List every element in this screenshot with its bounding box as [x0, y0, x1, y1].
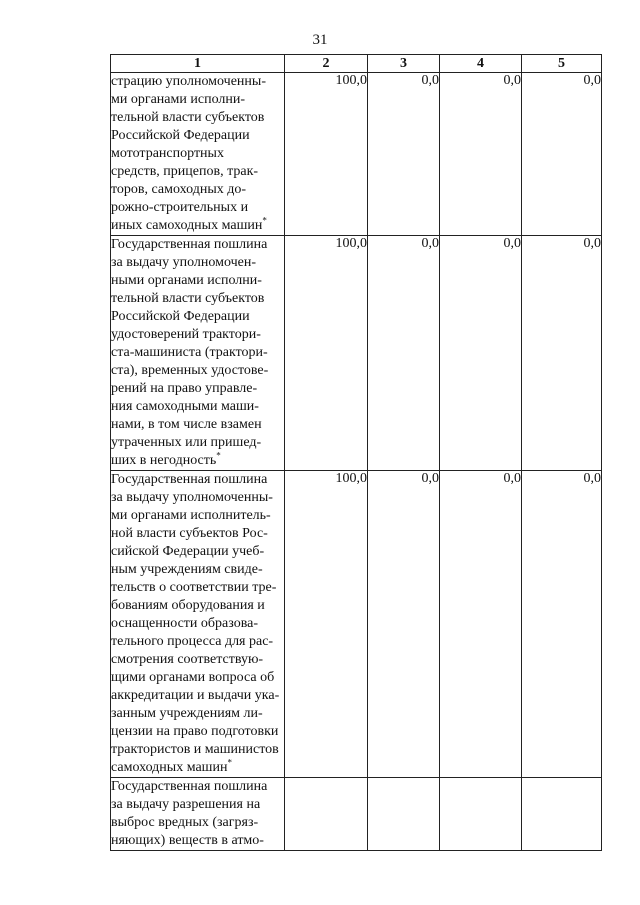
value-cell-col-4 — [440, 778, 522, 851]
description-line — [111, 615, 284, 633]
description-line — [111, 145, 284, 163]
description-text: щими органами вопроса об — [111, 670, 275, 685]
description-text: бованиям оборудования и — [111, 598, 265, 613]
footnote-mark: * — [262, 217, 267, 226]
description-line — [111, 489, 284, 507]
description-text: мототранспортных — [111, 146, 224, 161]
description-line — [111, 778, 284, 796]
value-cell-col-4: 0,0 — [440, 236, 522, 471]
description-text: цензии на право подготовки — [111, 724, 279, 739]
row-description — [111, 471, 285, 778]
description-line — [111, 181, 284, 199]
description-text: за выдачу разрешения на — [111, 797, 261, 812]
description-line — [111, 471, 284, 489]
description-line — [111, 507, 284, 525]
description-text: Российской Федерации — [111, 128, 250, 143]
header-col-4: 4 — [440, 55, 522, 73]
value-cell-col-4: 0,0 — [440, 73, 522, 236]
description-line — [111, 398, 284, 416]
description-line — [111, 561, 284, 579]
description-text: ста), временных удостове- — [111, 363, 269, 378]
description-line — [111, 452, 284, 470]
description-text: торов, самоходных до- — [111, 182, 247, 197]
description-text: средств, прицепов, трак- — [111, 164, 259, 179]
description-text: аккредитации и выдачи ука- — [111, 688, 280, 703]
description-text: ми органами исполни- — [111, 92, 246, 107]
description-text: Государственная пошлина — [111, 779, 268, 794]
description-line — [111, 597, 284, 615]
value-cell-col-2: 100,0 — [285, 471, 368, 778]
header-col-1: 1 — [111, 55, 285, 73]
description-line — [111, 217, 284, 235]
description-text: ших в негодность — [111, 453, 217, 468]
value-cell-col-5: 0,0 — [522, 73, 602, 236]
description-line — [111, 669, 284, 687]
page-number: 31 — [312, 32, 328, 48]
value-cell-col-3 — [368, 778, 440, 851]
description-line — [111, 416, 284, 434]
value-cell-col-5: 0,0 — [522, 236, 602, 471]
description-text: утраченных или пришед- — [111, 435, 262, 450]
description-text: Российской Федерации — [111, 309, 250, 324]
description-line — [111, 272, 284, 290]
description-text: смотрения соответствую- — [111, 652, 264, 667]
header-col-2: 2 — [285, 55, 368, 73]
header-col-3: 3 — [368, 55, 440, 73]
table-row — [111, 236, 602, 471]
description-line — [111, 127, 284, 145]
value-cell-col-5 — [522, 778, 602, 851]
description-text: иных самоходных машин — [111, 218, 263, 233]
row-description — [111, 778, 285, 851]
description-text: тельного процесса для рас- — [111, 634, 274, 649]
description-line — [111, 832, 284, 850]
value-cell-col-2 — [285, 778, 368, 851]
description-text: тельной власти субъектов — [111, 110, 265, 125]
description-line — [111, 308, 284, 326]
description-line — [111, 199, 284, 217]
description-line — [111, 579, 284, 597]
row-description — [111, 236, 285, 471]
value-cell-col-4: 0,0 — [440, 471, 522, 778]
description-text: Государственная пошлина — [111, 472, 268, 487]
description-line — [111, 814, 284, 832]
description-line — [111, 723, 284, 741]
description-line — [111, 525, 284, 543]
description-text: ми органами исполнитель- — [111, 508, 271, 523]
table-row — [111, 778, 602, 851]
description-text: рений на право управле- — [111, 381, 258, 396]
description-line — [111, 326, 284, 344]
footnote-mark: * — [216, 452, 221, 461]
description-line — [111, 344, 284, 362]
description-text: рожно-строительных и — [111, 200, 249, 215]
description-text: занным учреждениям ли- — [111, 706, 263, 721]
description-text: тельной власти субъектов — [111, 291, 265, 306]
description-line — [111, 91, 284, 109]
description-line — [111, 362, 284, 380]
description-text: оснащенности образова- — [111, 616, 259, 631]
description-line — [111, 73, 284, 91]
description-line — [111, 543, 284, 561]
description-text: за выдачу уполномоченны- — [111, 490, 273, 505]
value-cell-col-2: 100,0 — [285, 236, 368, 471]
header-col-5: 5 — [522, 55, 602, 73]
description-text: ными органами исполни- — [111, 273, 262, 288]
description-line — [111, 236, 284, 254]
description-text: сийской Федерации учеб- — [111, 544, 265, 559]
description-text: ста-машиниста (трактори- — [111, 345, 268, 360]
description-line — [111, 687, 284, 705]
table-row — [111, 73, 602, 236]
value-cell-col-5: 0,0 — [522, 471, 602, 778]
description-line — [111, 633, 284, 651]
description-line — [111, 759, 284, 777]
description-line — [111, 254, 284, 272]
description-line — [111, 290, 284, 308]
description-text: ной власти субъектов Рос- — [111, 526, 268, 541]
description-text: выброс вредных (загряз- — [111, 815, 259, 830]
description-line — [111, 796, 284, 814]
value-cell-col-3: 0,0 — [368, 236, 440, 471]
description-text: трактористов и машинистов — [111, 742, 279, 757]
description-text: нами, в том числе взамен — [111, 417, 262, 432]
value-cell-col-2: 100,0 — [285, 73, 368, 236]
description-text: удостоверений трактори- — [111, 327, 261, 342]
value-cell-col-3: 0,0 — [368, 73, 440, 236]
description-text: страцию уполномоченны- — [111, 74, 266, 89]
row-description — [111, 73, 285, 236]
description-line — [111, 705, 284, 723]
fee-table — [110, 54, 602, 851]
footnote-mark: * — [227, 759, 232, 768]
table-header-row — [111, 55, 602, 73]
description-line — [111, 163, 284, 181]
description-text: самоходных машин — [111, 760, 228, 775]
description-line — [111, 380, 284, 398]
description-text: Государственная пошлина — [111, 237, 268, 252]
description-text: за выдачу уполномочен- — [111, 255, 257, 270]
description-text: ния самоходными маши- — [111, 399, 259, 414]
description-line — [111, 651, 284, 669]
description-text: ным учреждениям свиде- — [111, 562, 263, 577]
description-text: няющих) веществ в атмо- — [111, 833, 264, 848]
description-line — [111, 741, 284, 759]
description-line — [111, 109, 284, 127]
value-cell-col-3: 0,0 — [368, 471, 440, 778]
table-row — [111, 471, 602, 778]
description-line — [111, 434, 284, 452]
description-text: тельств о соответствии тре- — [111, 580, 277, 595]
